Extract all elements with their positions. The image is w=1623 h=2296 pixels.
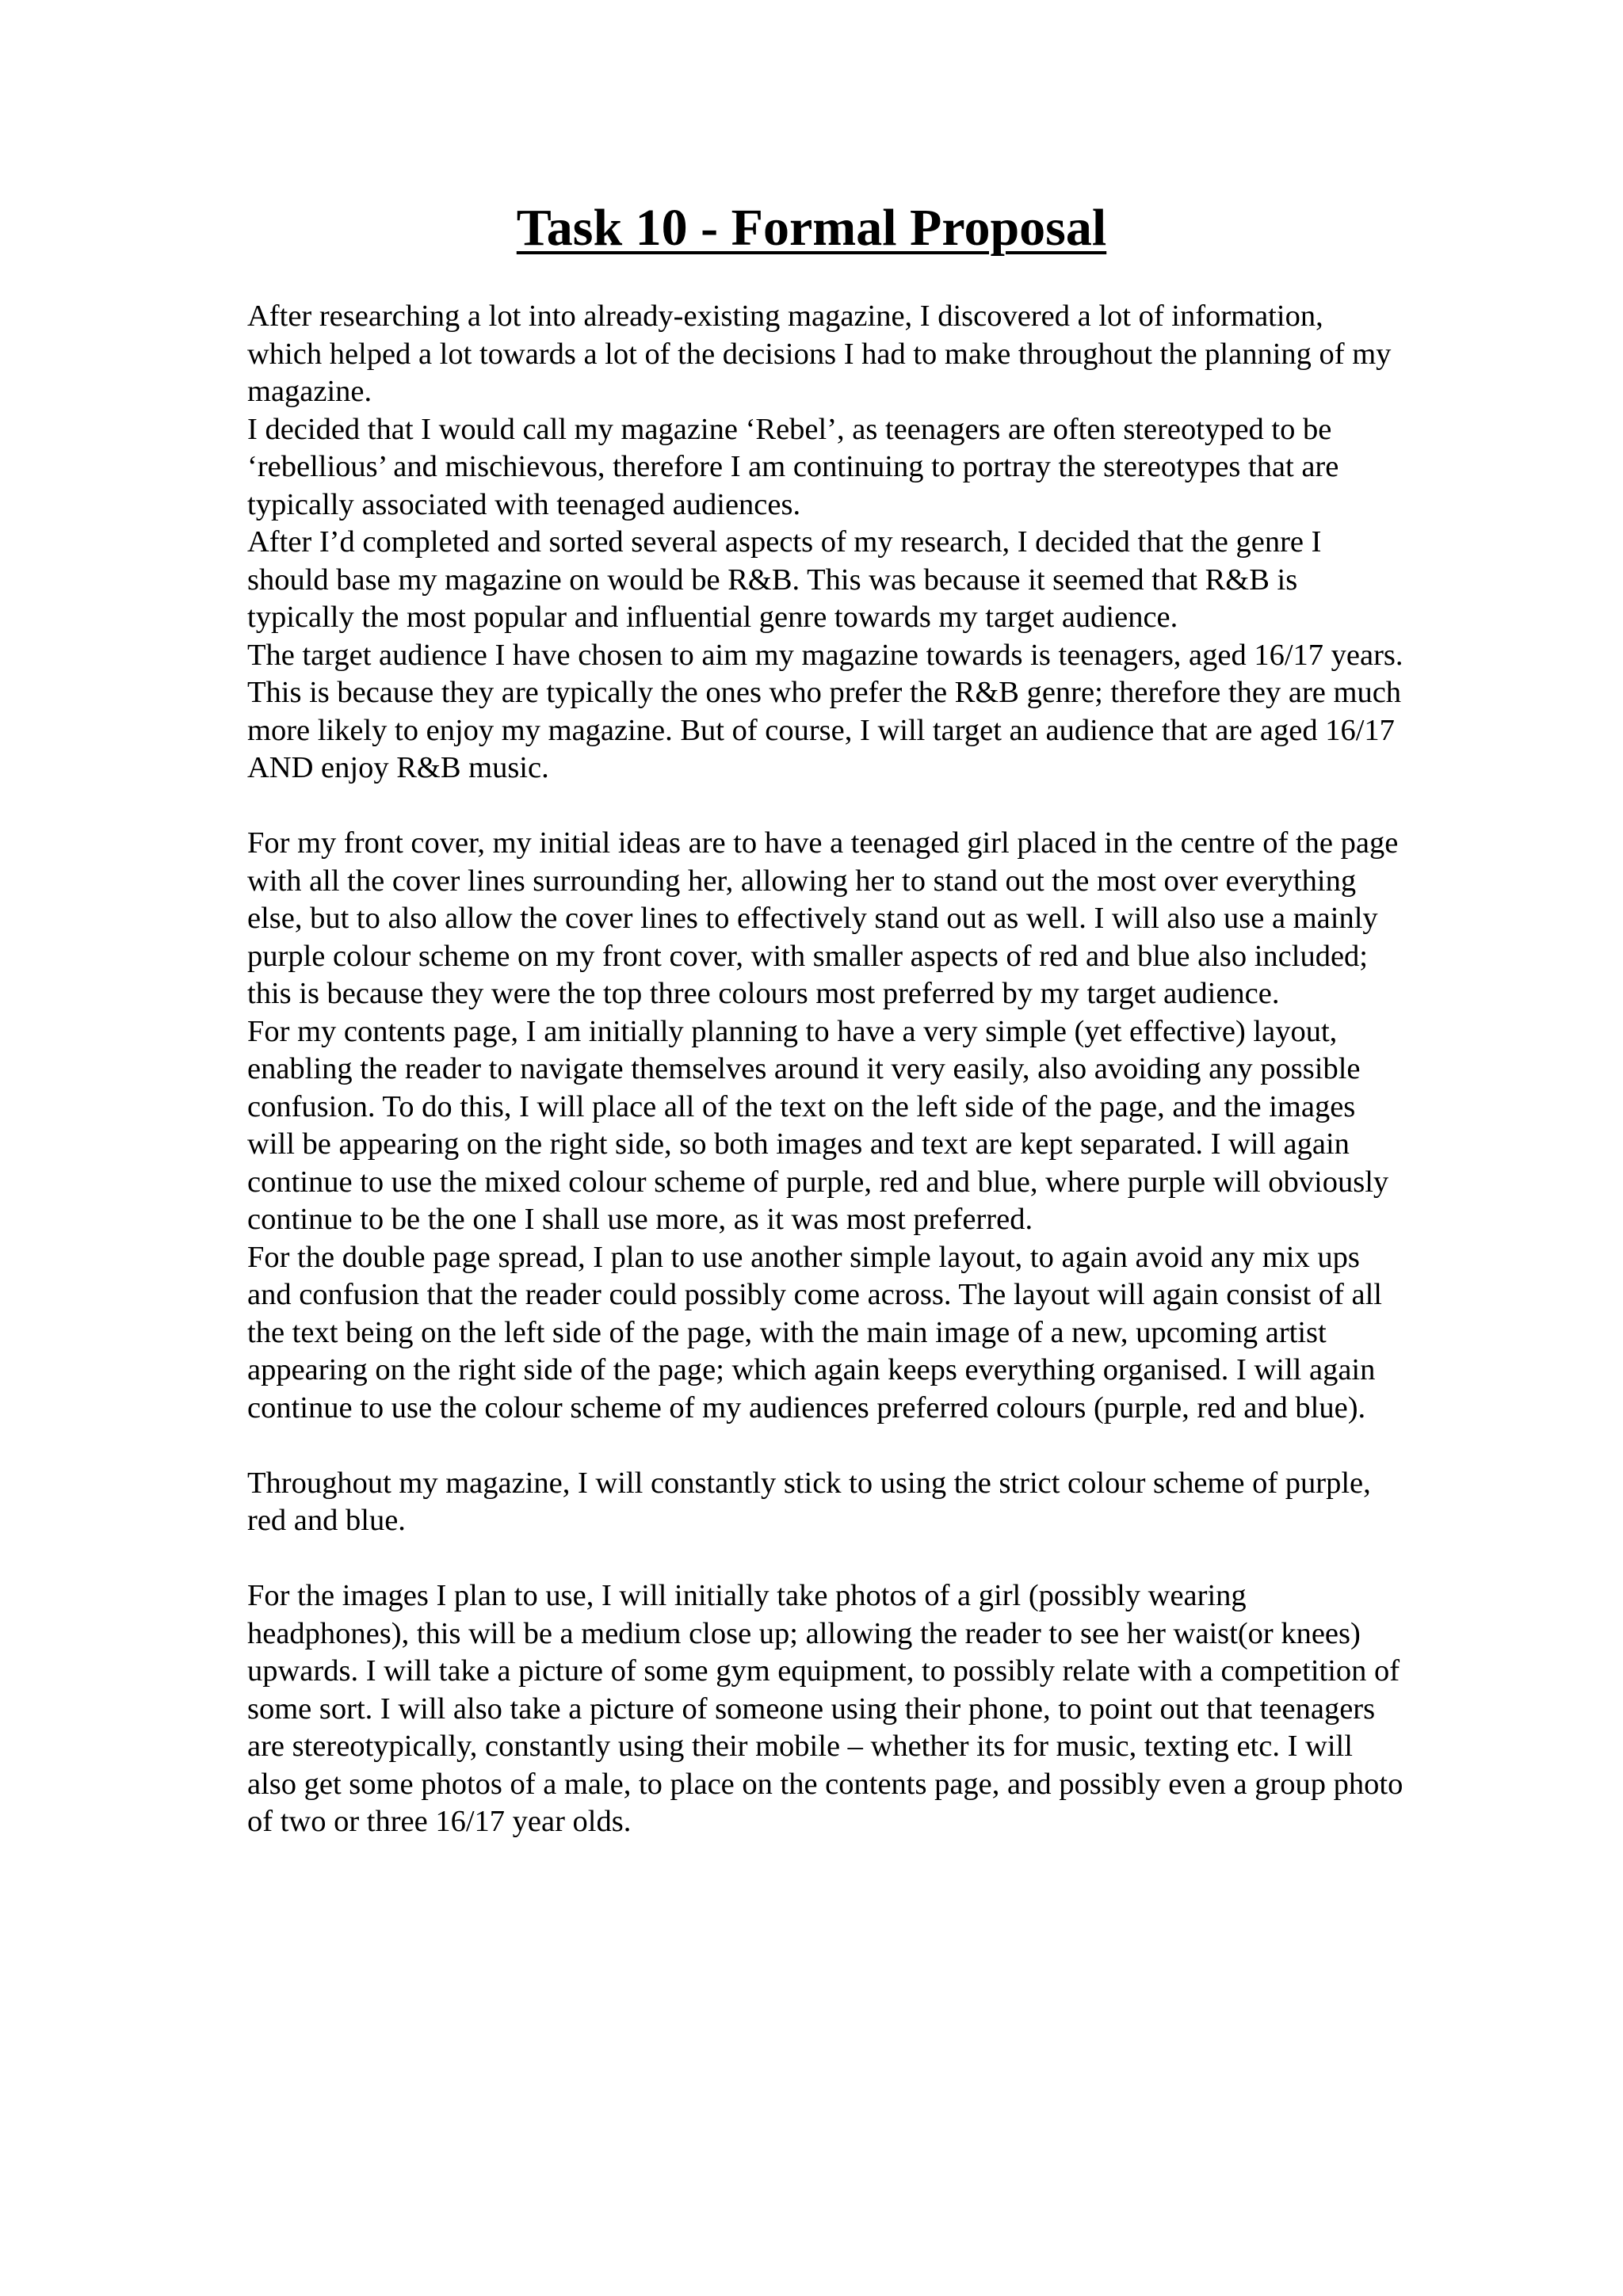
paragraph-double-page-spread: For the double page spread, I plan to use another simple layout, to again avoid any mix ups and confusion that the reader could possibly come across. The layout will again consist of all the text being on the left side of the page, with the main image of a new, upcoming artist appearing on the right side of the page; which again keeps everything organised. I will again continue to use the colour scheme of my audiences preferred colours (purple, red and blue).: [247, 1240, 1382, 1425]
paragraph-contents-page: For my contents page, I am initially planning to have a very simple (yet effective) layout, enabling the reader to navigate themselves around it very easily, also avoiding any possible confusion. To do this, I will place all of the text on the left side of the page, and the images will be appearing on the right side, so both images and text are kept separated. I will again continue to use the mixed colour scheme of purple, red and blue, where purple will obviously continue to be the one I shall use more, as it was most preferred.: [247, 1014, 1389, 1236]
page-title: Task 10 - Formal Proposal: [516, 199, 1107, 257]
paragraph-colour-scheme: Throughout my magazine, I will constantly stick to using the strict colour scheme of purple, red and blue.: [247, 1466, 1371, 1537]
paragraph-images: For the images I plan to use, I will initially take photos of a girl (possibly wearing headphones), this will be a medium close up; allowing the reader to see her waist(or knees) upwards. I will take a picture of some gym equipment, to possibly relate with a competition of some sort. I will also take a picture of someone using their phone, to point out that teenagers are stereotypically, constantly using their mobile – whether its for music, texting etc. I will also get some photos of a male, to place on the contents page, and possibly even a group photo of two or three 16/17 year olds.: [247, 1579, 1403, 1838]
paragraph-magazine-name: I decided that I would call my magazine ‘Rebel’, as teenagers are often stereotyped to be ‘rebellious’ and mischievous, therefore I am continuing to portray the stereotypes that are typically associated with teenaged audiences.: [247, 412, 1339, 521]
paragraph-spacer: [247, 1427, 1404, 1465]
paragraph-genre: After I’d completed and sorted several aspects of my research, I decided that the genre I should base my magazine on would be R&B. This was because it seemed that R&B is typically the most popular and influential genre towards my target audience.: [247, 525, 1322, 634]
paragraph-research: After researching a lot into already-existing magazine, I discovered a lot of information, which helped a lot towards a lot of the decisions I had to make throughout the planning of my magazine.: [247, 299, 1392, 408]
paragraph-spacer: [247, 1540, 1404, 1578]
document-body: [247, 298, 1404, 1841]
paragraph-target-audience: The target audience I have chosen to aim my magazine towards is teenagers, aged 16/17 years. This is because they are typically the ones who prefer the R&B genre; therefore they are much more likely to enjoy my magazine. But of course, I will target an audience that are aged 16/17 AND enjoy R&B music.: [247, 638, 1403, 784]
paragraph-front-cover: For my front cover, my initial ideas are to have a teenaged girl placed in the centre of the page with all the cover lines surrounding her, allowing her to stand out the most over everything else, but to also allow the cover lines to effectively stand out as well. I will also use a mainly purple colour scheme on my front cover, with smaller aspects of red and blue also included; this is because they were the top three colours most preferred by my target audience.: [247, 826, 1399, 1010]
paragraph-spacer: [247, 788, 1404, 826]
